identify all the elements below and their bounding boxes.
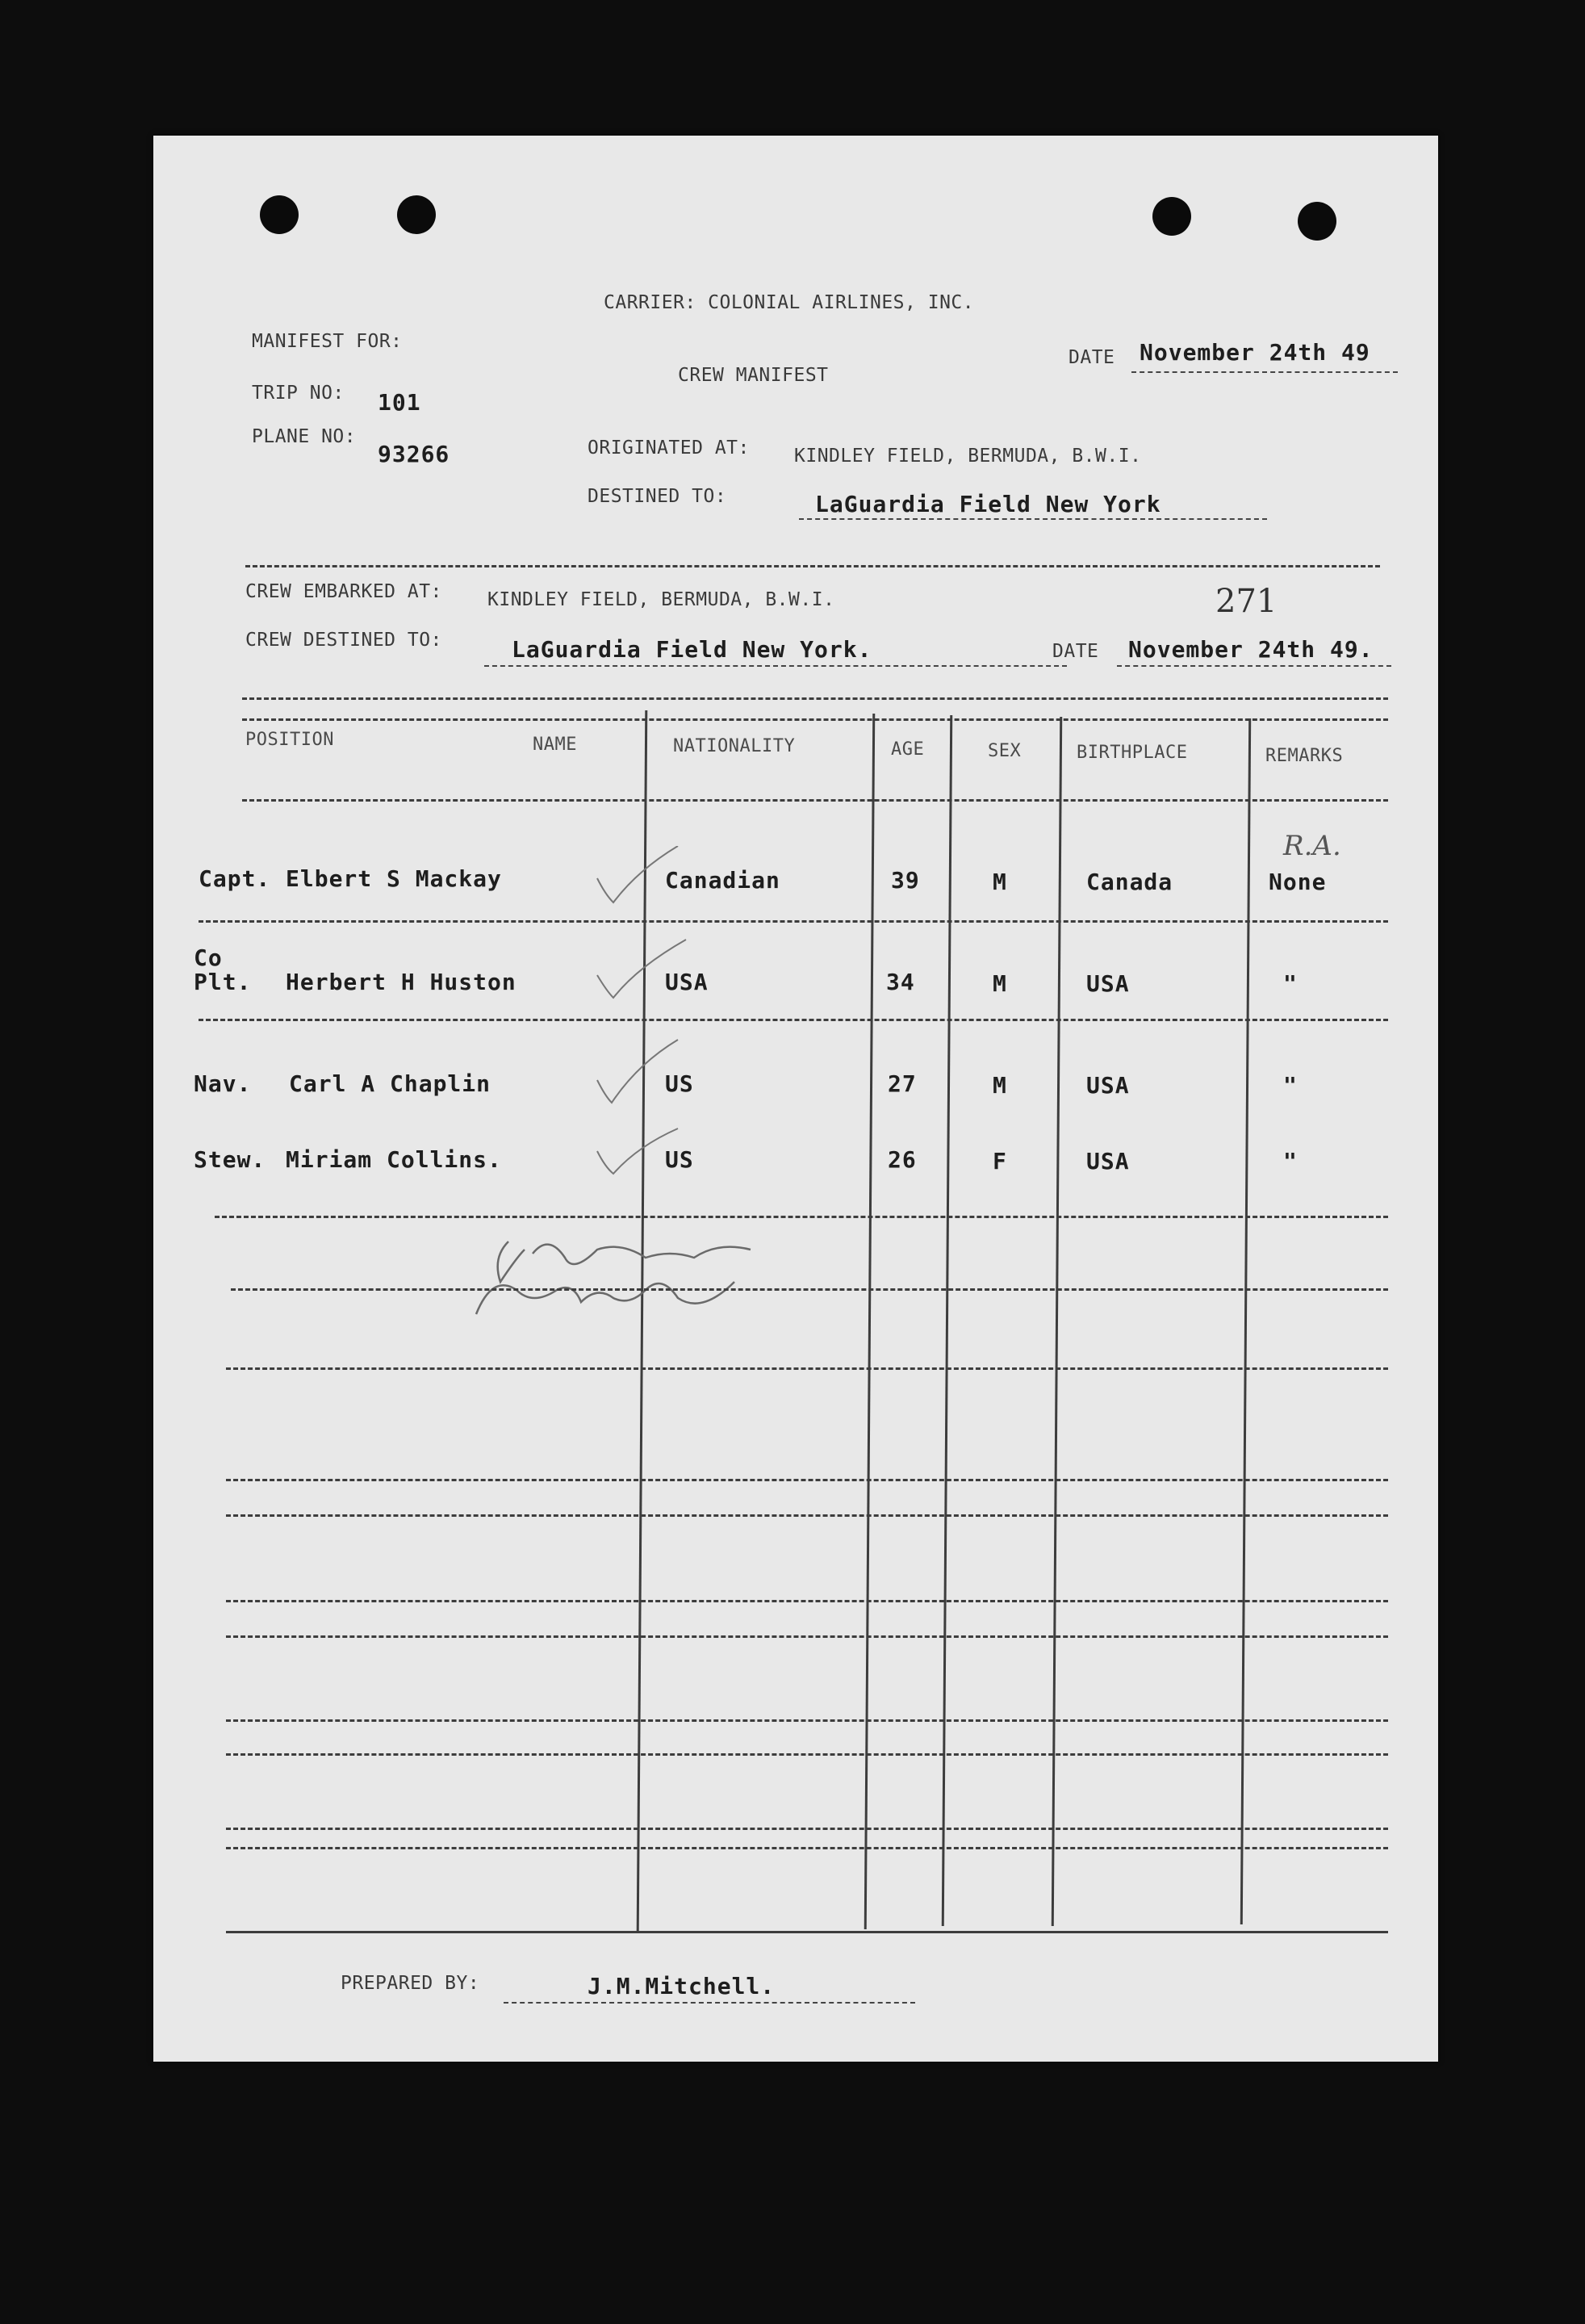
col-divider [1052, 717, 1062, 1926]
manifest-sheet [153, 136, 1438, 2062]
prepared-by-value: J.M.Mitchell. [588, 1973, 776, 1999]
col-divider [864, 714, 876, 1929]
row2-age: 34 [886, 969, 915, 995]
row-border [226, 1753, 1388, 1756]
col-header-age: AGE [891, 739, 925, 760]
row2-nationality: USA [665, 969, 709, 995]
row-border [226, 1828, 1388, 1830]
col-header-sex: SEX [988, 741, 1022, 761]
row-border [226, 1367, 1388, 1370]
carrier-line: CARRIER: COLONIAL AIRLINES, INC. [604, 292, 975, 313]
col-divider [1240, 718, 1251, 1924]
check-mark-icon [597, 846, 678, 902]
row1-nationality: Canadian [665, 867, 780, 894]
row2-name: Herbert H Huston [286, 969, 516, 995]
stamp-number: 271 [1215, 583, 1278, 620]
header-row-border [242, 799, 1388, 802]
row-border [226, 1847, 1388, 1849]
punch-hole [1298, 202, 1336, 241]
row3-remarks: " [1283, 1072, 1298, 1099]
row2-sex: M [993, 970, 1007, 997]
row-border [226, 1479, 1388, 1481]
row3-birthplace: USA [1086, 1072, 1130, 1099]
row4-age: 26 [888, 1146, 917, 1173]
col-header-nationality: NATIONALITY [673, 736, 796, 756]
plane-label: PLANE NO: [252, 426, 357, 447]
row1-age: 39 [891, 867, 920, 894]
page-title: CREW MANIFEST [678, 365, 829, 386]
col-header-birthplace: BIRTHPLACE [1077, 743, 1188, 763]
date-label: DATE [1069, 347, 1115, 368]
row3-name: Carl A Chaplin [289, 1070, 491, 1097]
crew-destined-value: LaGuardia Field New York. [512, 636, 872, 663]
row4-position: Stew. [194, 1146, 266, 1173]
check-mark-icon [597, 1040, 678, 1103]
prepared-by-label: PREPARED BY: [341, 1973, 480, 1994]
row4-nationality: US [665, 1146, 694, 1173]
crew-date-value: November 24th 49. [1128, 636, 1374, 663]
row-border [199, 1019, 1388, 1021]
row3-age: 27 [888, 1070, 917, 1097]
manifest-for-label: MANIFEST FOR: [252, 331, 403, 352]
row1-name: Elbert S Mackay [286, 865, 502, 892]
col-divider [942, 715, 952, 1926]
crew-date-underline [1117, 665, 1391, 667]
row-border [226, 1719, 1388, 1722]
check-mark-icon [597, 1129, 678, 1174]
destined-value: LaGuardia Field New York [815, 491, 1161, 517]
row-border [226, 1600, 1388, 1602]
header-divider [245, 565, 1380, 567]
remarks-annotation: R.A. [1283, 830, 1341, 862]
col-header-position: POSITION [245, 730, 334, 750]
row2-position: Co Plt. [194, 944, 252, 995]
crew-date-label: DATE [1052, 641, 1099, 662]
date-underline [1131, 371, 1398, 373]
date-value: November 24th 49 [1140, 339, 1370, 366]
row-border [231, 1288, 1388, 1291]
row1-sex: M [993, 869, 1007, 895]
row3-position: Nav. [194, 1070, 252, 1097]
inspector-signature-icon [460, 1225, 799, 1346]
row3-sex: M [993, 1072, 1007, 1099]
row2-remarks: " [1283, 970, 1298, 997]
crew-destined-underline [484, 665, 1067, 667]
crew-destined-label: CREW DESTINED TO: [245, 630, 442, 651]
prepared-by-underline [504, 2002, 915, 2004]
crew-embarked-value: KINDLEY FIELD, BERMUDA, B.W.I. [487, 589, 835, 610]
row2-birthplace: USA [1086, 970, 1130, 997]
row3-nationality: US [665, 1070, 694, 1097]
destined-underline [799, 518, 1267, 520]
row1-position: Capt. [199, 865, 271, 892]
row4-name: Miriam Collins. [286, 1146, 502, 1173]
col-header-remarks: REMARKS [1265, 746, 1344, 766]
table-bottom-border [226, 1931, 1388, 1933]
trip-label: TRIP NO: [252, 383, 345, 404]
punch-hole [397, 195, 436, 234]
punch-hole [1152, 197, 1191, 236]
row4-sex: F [993, 1148, 1007, 1175]
row-border [226, 1635, 1388, 1638]
check-mark-icon [597, 940, 686, 998]
row1-remarks: None [1269, 869, 1327, 895]
trip-value: 101 [378, 389, 421, 416]
destined-label: DESTINED TO: [588, 486, 727, 507]
row-border [215, 1216, 1388, 1218]
row4-remarks: " [1283, 1148, 1298, 1175]
originated-value: KINDLEY FIELD, BERMUDA, B.W.I. [794, 446, 1142, 467]
crew-embarked-label: CREW EMBARKED AT: [245, 581, 442, 602]
originated-label: ORIGINATED AT: [588, 438, 750, 459]
row-border [226, 1514, 1388, 1517]
row1-birthplace: Canada [1086, 869, 1173, 895]
punch-hole [260, 195, 299, 234]
row4-birthplace: USA [1086, 1148, 1130, 1175]
row-border [199, 920, 1388, 923]
plane-value: 93266 [378, 441, 450, 467]
col-header-name: NAME [533, 735, 577, 755]
table-top-border [242, 697, 1388, 700]
table-top-border-2 [242, 718, 1388, 721]
